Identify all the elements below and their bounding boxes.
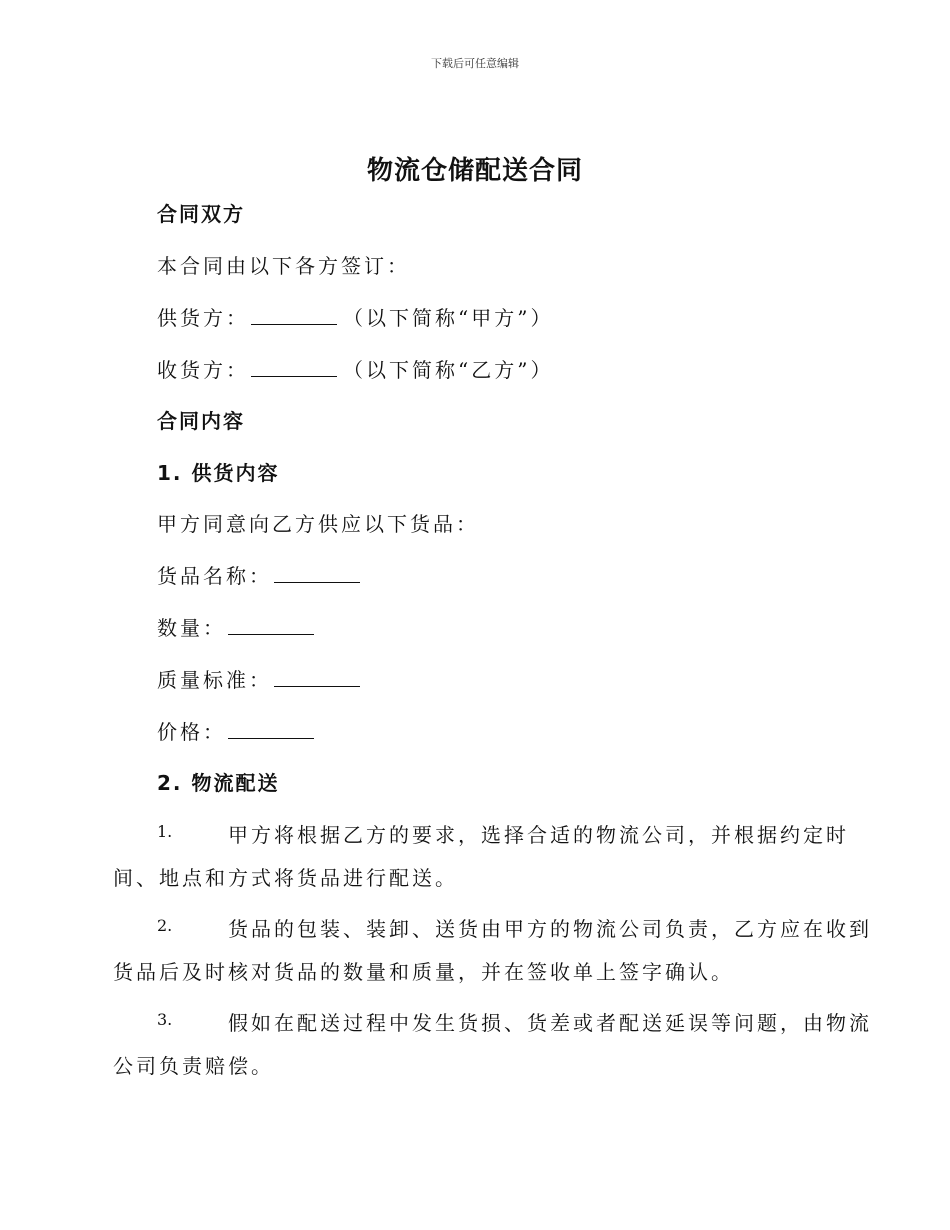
supplier-line (157, 302, 553, 331)
logistics-item-line: 货品的包装、装卸、送货由甲方的物流公司负责，乙方应在收到 (228, 917, 872, 941)
logistics-item-line: 假如在配送过程中发生货损、货差或者配送延误等问题，由物流 (228, 1011, 872, 1035)
supplier-blank[interactable] (251, 306, 337, 325)
content-heading: 合同内容 (157, 409, 245, 433)
goods-name-line (157, 560, 366, 589)
logistics-item-line: 间、地点和方式将货品进行配送。 (113, 866, 458, 890)
logistics-item-line: 公司负责赔偿。 (113, 1054, 274, 1078)
price-label: 价格： (157, 720, 226, 744)
receiver-suffix: （以下简称“乙方”） (343, 358, 554, 382)
parties-heading: 合同双方 (157, 202, 245, 226)
supply-heading: 1. 供货内容 (157, 461, 280, 485)
quality-label: 质量标准： (157, 668, 272, 692)
quantity-label: 数量： (157, 616, 226, 640)
quantity-blank[interactable] (228, 616, 314, 635)
logistics-item-line: 甲方将根据乙方的要求，选择合适的物流公司，并根据约定时 (228, 823, 849, 847)
logistics-item-number: 1. (157, 822, 173, 841)
supply-intro: 甲方同意向乙方供应以下货品： (157, 512, 479, 536)
header-note: 下载后可任意编辑 (431, 57, 519, 70)
quality-line (157, 664, 366, 693)
quality-blank[interactable] (274, 668, 360, 687)
price-line (157, 716, 320, 745)
document-title: 物流仓储配送合同 (366, 156, 583, 186)
receiver-blank[interactable] (251, 358, 337, 377)
goods-name-blank[interactable] (274, 564, 360, 583)
parties-intro: 本合同由以下各方签订： (157, 254, 410, 278)
logistics-item-number: 2. (157, 916, 173, 935)
supplier-suffix: （以下简称“甲方”） (343, 306, 554, 330)
goods-name-label: 货品名称： (157, 564, 272, 588)
quantity-line (157, 612, 320, 641)
supplier-label: 供货方： (157, 306, 249, 330)
logistics-heading: 2. 物流配送 (157, 771, 280, 795)
price-blank[interactable] (228, 720, 314, 739)
logistics-item-line: 货品后及时核对货品的数量和质量，并在签收单上签字确认。 (113, 960, 734, 984)
logistics-item-number: 3. (157, 1010, 173, 1029)
receiver-label: 收货方： (157, 358, 249, 382)
receiver-line (157, 354, 553, 383)
